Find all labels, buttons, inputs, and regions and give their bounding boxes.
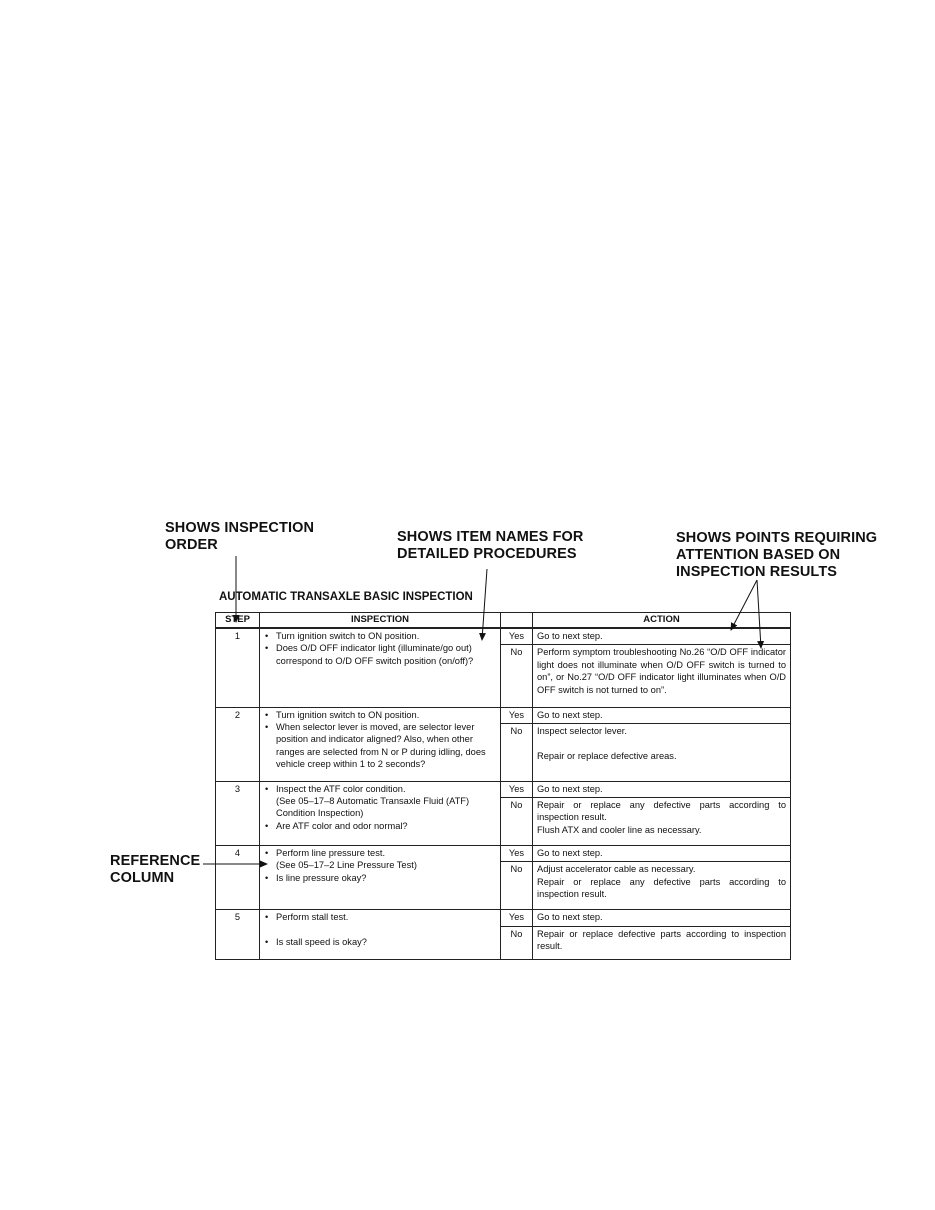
callout-line: SHOWS INSPECTION — [165, 520, 315, 536]
inspection-reference: (See 05–17–2 Line Pressure Test) — [276, 860, 417, 871]
inspection-item: • Turn ignition switch to ON position. — [264, 630, 496, 642]
header-step: STEP — [216, 613, 260, 629]
table-title: AUTOMATIC TRANSAXLE BASIC INSPECTION — [219, 591, 473, 603]
step-number: 5 — [216, 910, 260, 960]
inspection-item: • Is line pressure okay? — [264, 872, 496, 884]
inspection-reference: (See 05–17–8 Automatic Transaxle Fluid (ATF) Condition Inspection) — [276, 796, 470, 819]
callout-line: DETAILED PROCEDURES — [397, 546, 577, 562]
action-text: Flush ATX and cooler line as necessary. — [537, 824, 702, 835]
no-label: No — [501, 645, 533, 707]
yes-action: Go to next step. — [533, 910, 791, 926]
callout-line: SHOWS ITEM NAMES FOR — [397, 529, 584, 545]
yes-action: Go to next step. — [533, 845, 791, 861]
step-number: 4 — [216, 845, 260, 909]
callout-line: REFERENCE — [110, 853, 201, 869]
callout-line: INSPECTION RESULTS — [676, 564, 838, 580]
inspection-item: • Is stall speed is okay? — [264, 936, 496, 948]
yes-label: Yes — [501, 845, 533, 861]
action-text: Repair or replace defective parts according to inspection result. — [537, 928, 786, 951]
yes-label: Yes — [501, 910, 533, 926]
inspection-item: • Are ATF color and odor normal? — [264, 820, 496, 832]
arrow-points-no — [757, 580, 761, 648]
action-text: Repair or replace any defective parts according to inspection result. — [537, 876, 786, 900]
yes-label: Yes — [501, 628, 533, 645]
step-number: 3 — [216, 781, 260, 845]
inspection-item: • When selector lever is moved, are selector lever position and indicator aligned? Also, when other ranges are selected from N or P during idling, does vehicle creep within 1 to 2 seconds? — [264, 721, 496, 771]
inspection-item: • Perform stall test. — [264, 911, 496, 923]
yes-action: Go to next step. — [533, 707, 791, 723]
yes-action: Go to next step. — [533, 781, 791, 797]
no-label: No — [501, 798, 533, 846]
yes-action: Go to next step. — [533, 628, 791, 645]
no-label: No — [501, 724, 533, 782]
action-text: Inspect selector lever. — [537, 726, 627, 737]
action-text: Adjust accelerator cable as necessary. — [537, 864, 696, 875]
step-number: 1 — [216, 628, 260, 707]
arrow-points-yes — [731, 580, 757, 630]
inspection-item: • Inspect the ATF color condition. — [264, 783, 496, 795]
header-inspection: INSPECTION — [260, 613, 501, 629]
inspection-item: • Turn ignition switch to ON position. — [264, 709, 496, 721]
yes-label: Yes — [501, 781, 533, 797]
no-label: No — [501, 926, 533, 959]
action-text: Repair or replace defective areas. — [537, 751, 677, 762]
callout-line: SHOWS POINTS REQUIRING — [676, 530, 878, 546]
header-action: ACTION — [533, 613, 791, 629]
step-number: 2 — [216, 707, 260, 781]
callout-line: COLUMN — [110, 870, 175, 886]
yes-label: Yes — [501, 707, 533, 723]
arrow-item-names — [482, 569, 487, 640]
no-label: No — [501, 862, 533, 910]
callout-line: ATTENTION BASED ON — [676, 547, 841, 563]
action-text: Repair or replace any defective parts according to inspection result. — [537, 800, 786, 823]
inspection-item: • Perform line pressure test. — [264, 847, 496, 859]
callout-line: ORDER — [165, 537, 218, 553]
inspection-item: • Does O/D OFF indicator light (illuminate/go out) correspond to O/D OFF switch position (on/off)? — [264, 642, 496, 667]
action-text: Perform symptom troubleshooting No.26 “O/D OFF indicator light does not illuminate when O/D OFF switch is turned to on”, or No.27 “O/D OFF indicator light illuminates when O/D OFF switch is not turned to on”. — [537, 647, 786, 695]
